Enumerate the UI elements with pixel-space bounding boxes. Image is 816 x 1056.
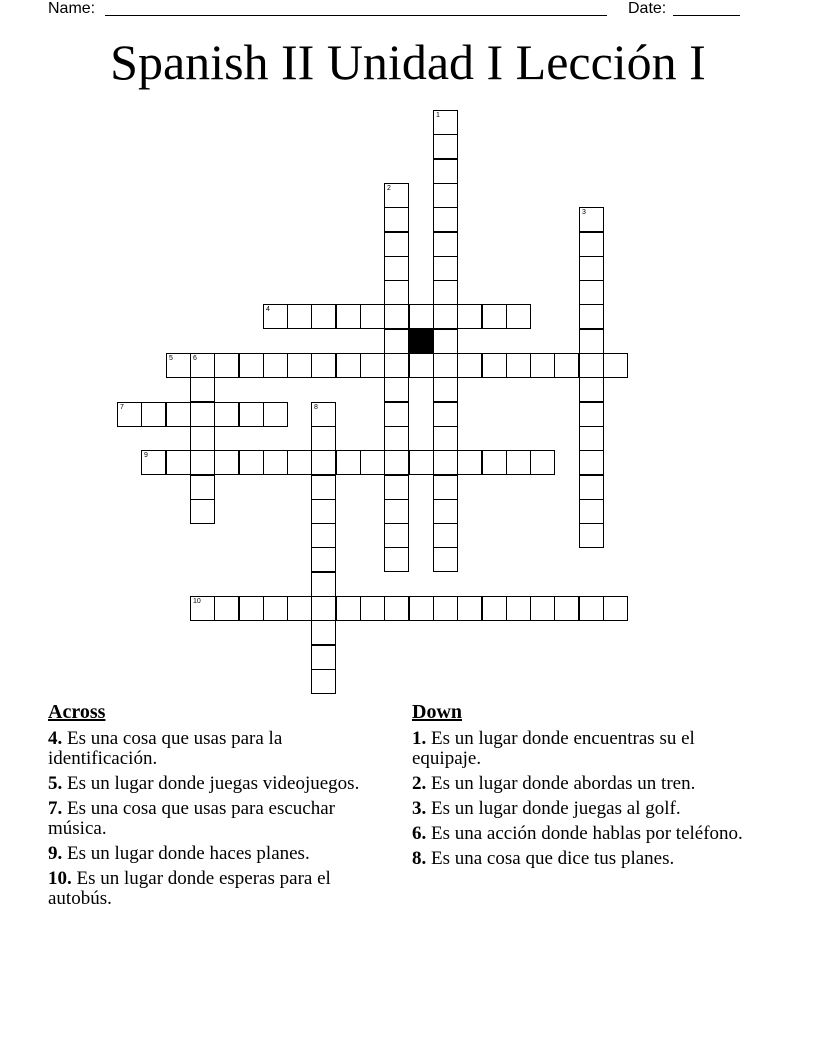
crossword-cell[interactable] [263, 450, 288, 475]
crossword-cell[interactable] [384, 304, 409, 329]
crossword-cell[interactable] [384, 523, 409, 548]
crossword-cell[interactable] [311, 499, 336, 524]
crossword-cell[interactable] [433, 475, 458, 500]
crossword-cell[interactable] [579, 353, 604, 378]
crossword-cell[interactable] [579, 329, 604, 354]
across-clue [48, 799, 388, 839]
clue-text: Es una acción donde hablas por teléfono. [431, 823, 743, 844]
crossword-cell[interactable] [506, 596, 531, 621]
across-heading: Across [48, 701, 106, 723]
crossword-cell[interactable] [433, 134, 458, 159]
clue-number-label: 4 [266, 306, 270, 313]
across-clue [48, 729, 388, 769]
crossword-cell[interactable] [287, 353, 312, 378]
crossword-cell[interactable] [311, 426, 336, 451]
crossword-cell[interactable] [263, 353, 288, 378]
across-clues [48, 700, 388, 914]
crossword-cell[interactable] [433, 207, 458, 232]
crossword-cell[interactable] [384, 232, 409, 257]
down-heading: Down [412, 701, 463, 723]
crossword-cell[interactable] [579, 523, 604, 548]
crossword-cell[interactable] [384, 280, 409, 305]
date-blank-line [673, 15, 740, 16]
page-title: Spanish II Unidad I Lección I [110, 34, 706, 90]
crossword-cell[interactable] [311, 402, 336, 427]
crossword-cell[interactable] [579, 450, 604, 475]
crossword-cell[interactable] [239, 450, 264, 475]
name-label: Name: [48, 0, 96, 17]
crossword-cell[interactable] [579, 232, 604, 257]
crossword-cell[interactable] [579, 207, 604, 232]
crossword-cell[interactable] [409, 304, 434, 329]
crossword-cell[interactable] [190, 475, 215, 500]
down-clue [412, 729, 752, 769]
crossword-cell[interactable] [384, 402, 409, 427]
crossword-cell[interactable] [384, 377, 409, 402]
clue-number: 5. [48, 773, 63, 794]
down-clue [412, 824, 752, 844]
clue-text: Es un lugar donde juegas al golf. [431, 798, 681, 819]
crossword-cell[interactable] [311, 547, 336, 572]
crossword-cell[interactable] [433, 426, 458, 451]
crossword-cell[interactable] [433, 499, 458, 524]
crossword-cell[interactable] [360, 304, 385, 329]
crossword-cell[interactable] [190, 353, 215, 378]
crossword-cell[interactable] [433, 402, 458, 427]
crossword-cell[interactable] [166, 450, 191, 475]
crossword-cell[interactable] [311, 304, 336, 329]
across-clue [48, 844, 388, 864]
crossword-cell[interactable] [433, 232, 458, 257]
crossword-cell[interactable] [360, 353, 385, 378]
crossword-cell[interactable] [457, 304, 482, 329]
clue-text: Es un lugar donde esperas para el autobús. [48, 868, 331, 909]
crossword-cell[interactable] [457, 596, 482, 621]
clue-text: Es un lugar donde haces planes. [67, 843, 310, 864]
crossword-cell[interactable] [482, 304, 507, 329]
crossword-cell[interactable] [336, 450, 361, 475]
clue-number-label: 7 [120, 404, 124, 411]
crossword-cell[interactable] [603, 353, 628, 378]
crossword-black-cell [409, 329, 434, 354]
crossword-cell[interactable] [530, 596, 555, 621]
crossword-cell[interactable] [384, 475, 409, 500]
crossword-cell[interactable] [214, 450, 239, 475]
crossword-cell[interactable] [166, 353, 191, 378]
crossword-cell[interactable] [311, 475, 336, 500]
crossword-cell[interactable] [311, 353, 336, 378]
crossword-cell[interactable] [530, 353, 555, 378]
crossword-cell[interactable] [287, 596, 312, 621]
clue-number-label: 3 [582, 209, 586, 216]
down-clues [412, 700, 752, 874]
crossword-cell[interactable] [239, 596, 264, 621]
crossword-cell[interactable] [214, 402, 239, 427]
clue-number: 8. [412, 848, 427, 869]
crossword-cell[interactable] [433, 547, 458, 572]
crossword-cell[interactable] [190, 450, 215, 475]
crossword-cell[interactable] [457, 353, 482, 378]
crossword-cell[interactable] [579, 280, 604, 305]
crossword-cell[interactable] [287, 304, 312, 329]
crossword-cell[interactable] [360, 450, 385, 475]
name-blank-line [105, 15, 607, 16]
clue-number: 9. [48, 843, 63, 864]
crossword-cell[interactable] [433, 523, 458, 548]
crossword-cell[interactable] [190, 499, 215, 524]
header [48, 0, 748, 20]
crossword-cell[interactable] [311, 669, 336, 694]
crossword-cell[interactable] [311, 645, 336, 670]
crossword-cell[interactable] [409, 450, 434, 475]
crossword-cell[interactable] [336, 304, 361, 329]
across-clue [48, 774, 388, 794]
crossword-cell[interactable] [579, 377, 604, 402]
across-clue [48, 869, 388, 909]
crossword-cell[interactable] [190, 402, 215, 427]
crossword-cell[interactable] [579, 475, 604, 500]
crossword-cell[interactable] [117, 402, 142, 427]
crossword-cell[interactable] [579, 499, 604, 524]
crossword-cell[interactable] [579, 426, 604, 451]
crossword-cell[interactable] [311, 523, 336, 548]
crossword-cell[interactable] [311, 450, 336, 475]
crossword-cell[interactable] [384, 207, 409, 232]
clue-number: 4. [48, 728, 63, 749]
clue-number: 10. [48, 868, 72, 889]
down-clue [412, 774, 752, 794]
clue-text: Es un lugar donde juegas videojuegos. [67, 773, 360, 794]
crossword-cell[interactable] [506, 450, 531, 475]
crossword-cell[interactable] [141, 450, 166, 475]
crossword-cell[interactable] [384, 353, 409, 378]
clue-number-label: 1 [436, 112, 440, 119]
clue-number-label: 10 [193, 598, 201, 605]
date-label: Date: [628, 0, 667, 17]
clue-number: 7. [48, 798, 63, 819]
crossword-cell[interactable] [603, 596, 628, 621]
clue-number: 2. [412, 773, 427, 794]
clue-text: Es una cosa que usas para escuchar música. [48, 798, 335, 839]
crossword-cell[interactable] [263, 596, 288, 621]
crossword-cell[interactable] [506, 353, 531, 378]
crossword-cell[interactable] [384, 596, 409, 621]
crossword-cell[interactable] [433, 159, 458, 184]
crossword-cell[interactable] [433, 304, 458, 329]
crossword-cell[interactable] [239, 353, 264, 378]
clue-number: 3. [412, 798, 427, 819]
crossword-cell[interactable] [384, 450, 409, 475]
clue-text: Es un lugar donde encuentras su el equipaje. [412, 728, 695, 769]
crossword-cell[interactable] [409, 353, 434, 378]
clue-text: Es una cosa que dice tus planes. [431, 848, 675, 869]
crossword-cell[interactable] [263, 402, 288, 427]
crossword-cell[interactable] [579, 402, 604, 427]
clue-text: Es un lugar donde abordas un tren. [431, 773, 696, 794]
down-clue [412, 799, 752, 819]
crossword-cell[interactable] [214, 596, 239, 621]
crossword-cell[interactable] [554, 353, 579, 378]
crossword-cell[interactable] [554, 596, 579, 621]
crossword-cell[interactable] [311, 572, 336, 597]
crossword-cell[interactable] [482, 450, 507, 475]
crossword-cell[interactable] [336, 596, 361, 621]
crossword-cell[interactable] [384, 183, 409, 208]
crossword-cell[interactable] [433, 256, 458, 281]
down-clue [412, 849, 752, 869]
crossword-cell[interactable] [433, 377, 458, 402]
crossword-cell[interactable] [506, 304, 531, 329]
crossword-cell[interactable] [433, 183, 458, 208]
crossword-cell[interactable] [482, 596, 507, 621]
crossword-cell[interactable] [433, 353, 458, 378]
crossword-cell[interactable] [457, 450, 482, 475]
crossword-cell[interactable] [579, 256, 604, 281]
crossword-cell[interactable] [433, 280, 458, 305]
crossword-cell[interactable] [287, 450, 312, 475]
crossword-cell[interactable] [166, 402, 191, 427]
clue-number-label: 5 [169, 355, 173, 362]
crossword-cell[interactable] [433, 110, 458, 135]
crossword-cell[interactable] [311, 620, 336, 645]
clue-number: 6. [412, 823, 427, 844]
crossword-cell[interactable] [384, 547, 409, 572]
crossword-cell[interactable] [141, 402, 166, 427]
crossword-cell[interactable] [384, 329, 409, 354]
crossword-cell[interactable] [190, 377, 215, 402]
clue-text: Es una cosa que usas para la identificación. [48, 728, 283, 769]
crossword-cell[interactable] [579, 304, 604, 329]
crossword-cell[interactable] [190, 426, 215, 451]
crossword-cell[interactable] [336, 353, 361, 378]
crossword-cell[interactable] [579, 596, 604, 621]
crossword-cell[interactable] [190, 596, 215, 621]
crossword-cell[interactable] [311, 596, 336, 621]
crossword-cell[interactable] [433, 329, 458, 354]
crossword-cell[interactable] [384, 426, 409, 451]
clue-number-label: 8 [314, 404, 318, 411]
crossword-cell[interactable] [384, 256, 409, 281]
crossword-cell[interactable] [530, 450, 555, 475]
crossword-cell[interactable] [433, 450, 458, 475]
crossword-cell[interactable] [263, 304, 288, 329]
crossword-cell[interactable] [433, 596, 458, 621]
crossword-cell[interactable] [239, 402, 264, 427]
clue-number-label: 6 [193, 355, 197, 362]
clue-number-label: 2 [387, 185, 391, 192]
crossword-cell[interactable] [409, 596, 434, 621]
crossword-cell[interactable] [482, 353, 507, 378]
clue-number-label: 9 [144, 452, 148, 459]
clue-number: 1. [412, 728, 427, 749]
crossword-cell[interactable] [214, 353, 239, 378]
crossword-cell[interactable] [384, 499, 409, 524]
crossword-cell[interactable] [360, 596, 385, 621]
